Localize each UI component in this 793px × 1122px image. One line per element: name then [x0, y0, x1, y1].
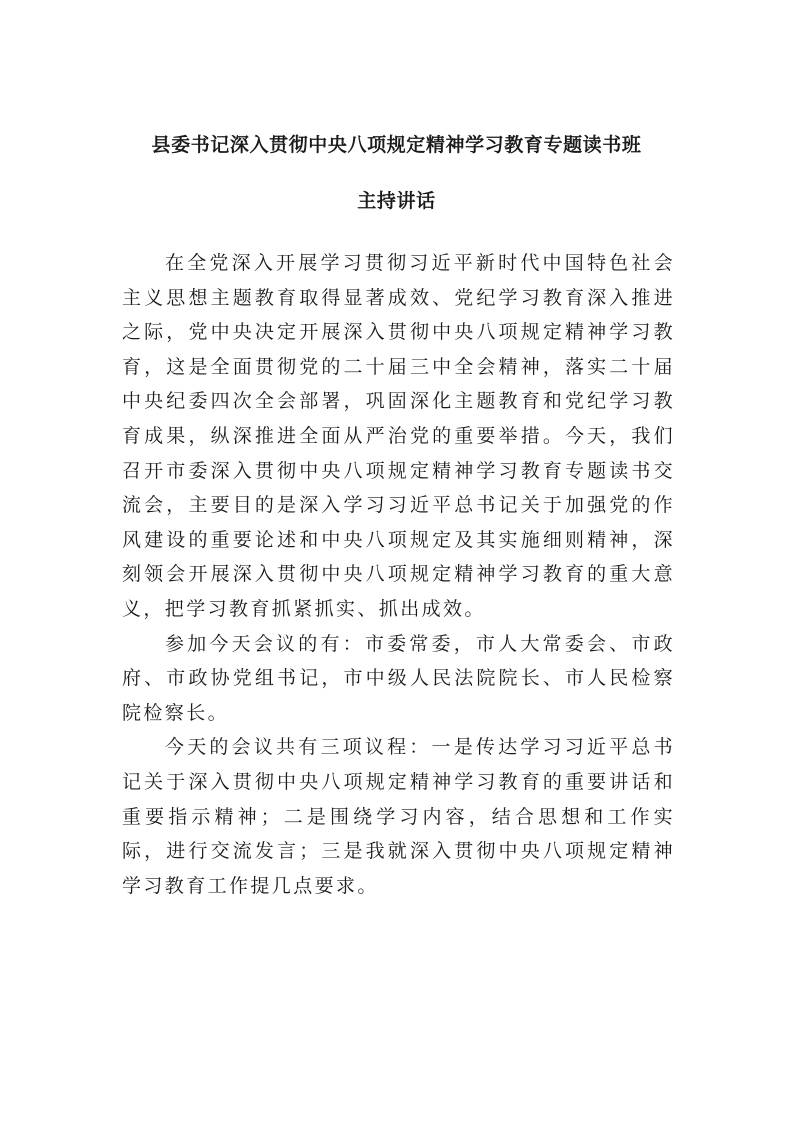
paragraph-opening: 在全党深入开展学习贯彻习近平新时代中国特色社会主义思想主题教育取得显著成效、党纪学习教育深入推进之际，党中央决定开展深入贯彻中央八项规定精神学习教育，这是全面贯彻党的二十届三中全会精神，落实二十届中央纪委四次全会部署，巩固深化主题教育和党纪学习教育成果，纵深推进全面从严治党的重要举措。今天，我们召开市委深入贯彻中央八项规定精神学习教育专题读书交流会，主要目的是深入学习习近平总书记关于加强党的作风建设的重要论述和中央八项规定及其实施细则精神，深刻领会开展深入贯彻中央八项规定精神学习教育的重大意义，把学习教育抓紧抓实、抓出成效。: [122, 252, 675, 620]
title-line-1: 县委书记深入贯彻中央八项规定精神学习教育专题读书班: [151, 134, 642, 156]
title-line-2: 主持讲话: [357, 190, 436, 212]
document-title: [100, 126, 693, 220]
paragraph-attendees: 参加今天会议的有：市委常委，市人大常委会、市政府、市政协党组书记，市中级人民法院院长、市人民检察院检察长。: [122, 632, 675, 724]
document-body: [122, 246, 675, 903]
paragraph-agenda: 今天的会议共有三项议程：一是传达学习习近平总书记关于深入贯彻中央八项规定精神学习教育的重要讲话和重要指示精神；二是围绕学习内容，结合思想和工作实际，进行交流发言；三是我就深入贯彻中央八项规定精神学习教育工作提几点要求。: [122, 736, 675, 897]
